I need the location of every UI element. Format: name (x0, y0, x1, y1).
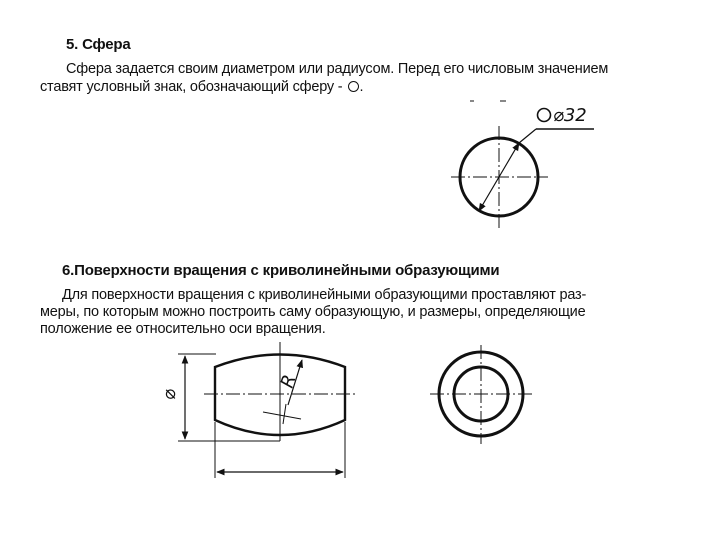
barrel-drawing (159, 342, 357, 478)
sphere-leader-line (519, 129, 536, 143)
sphere-drawing (451, 101, 594, 228)
barrel-diameter-label: ⌀ (159, 389, 180, 400)
arc-center-cross-horizontal (263, 412, 301, 419)
section-6-text-line-1: Для поверхности вращения с криволинейными образующими проставляют раз- (62, 287, 587, 303)
sphere-sign-icon (538, 109, 551, 122)
section-5-title: 5. Сфера (66, 36, 131, 53)
arc-center-cross-vertical (283, 404, 286, 424)
sphere-dimension-label: ⌀32 (553, 105, 587, 126)
section-6-text-line-2: меры, по которым можно построить саму образующую, и размеры, определяющие (40, 304, 586, 320)
sphere-sign-period: . (359, 79, 364, 95)
section-5-text-line-1: Сфера задается своим диаметром или радиусом. Перед его числовым значением (66, 61, 609, 77)
section-6-text-line-3: положение ее относительно оси вращения. (40, 321, 326, 337)
section-5-text-line-2-text: ставят условный знак, обозначающий сферу - (40, 79, 343, 95)
barrel-end-view (430, 345, 534, 444)
barrel-radius-label: R (276, 372, 301, 391)
section-6-title: 6.Поверхности вращения с криволинейными образующими (62, 262, 500, 279)
